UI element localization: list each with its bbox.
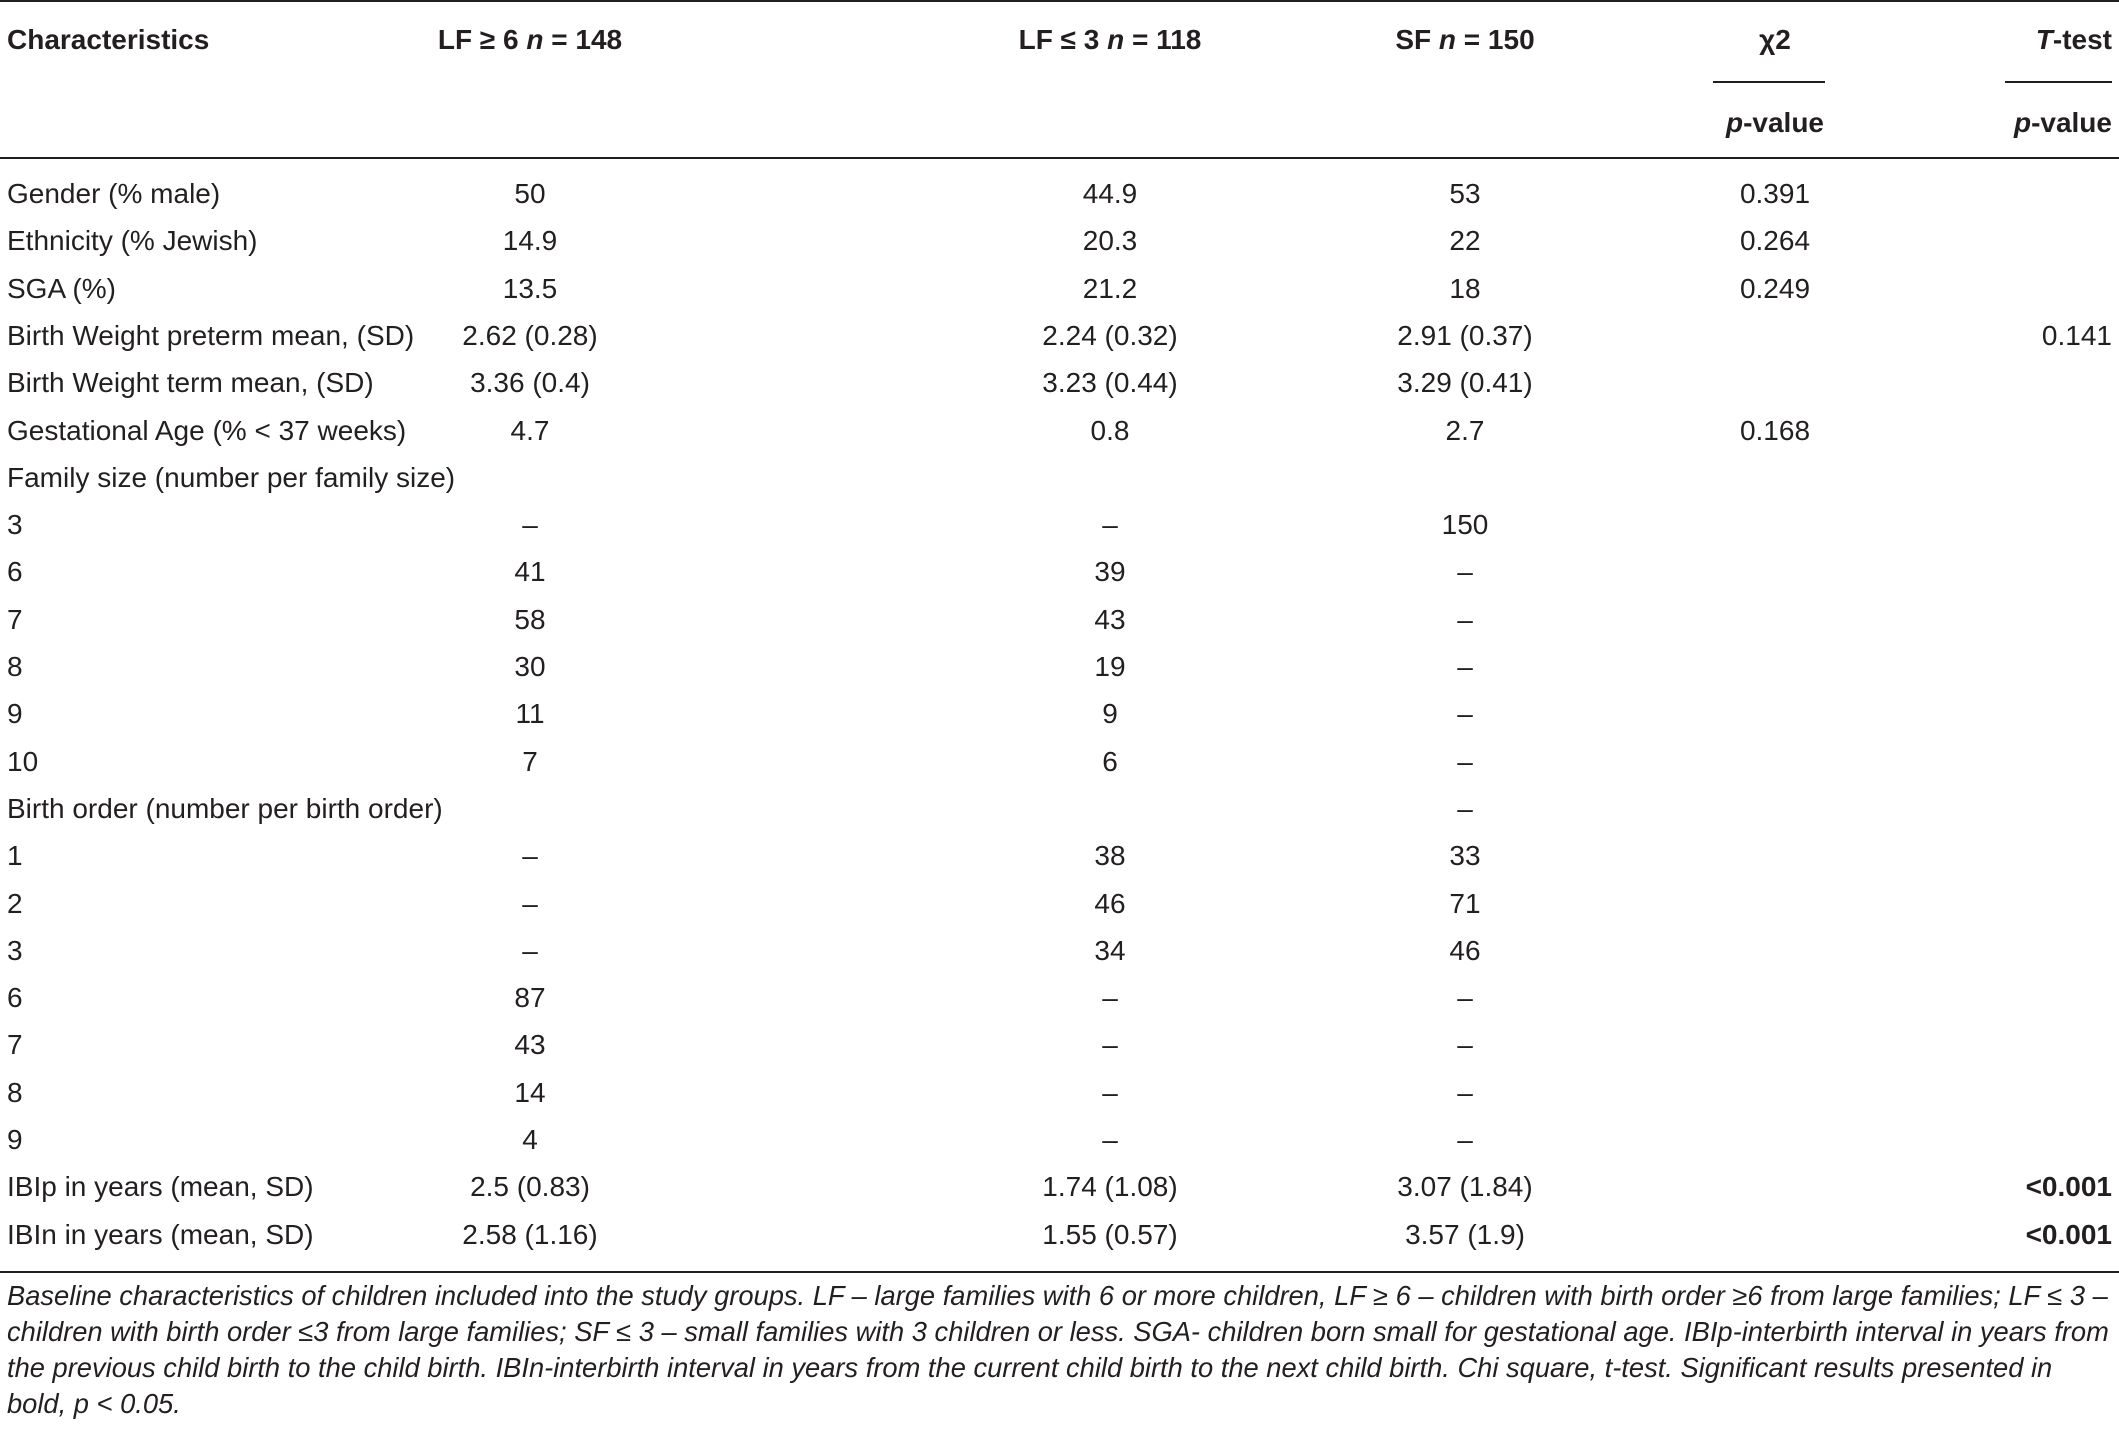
lf3-value: 20.3	[1082, 225, 1138, 257]
lf3-value: 9	[1102, 698, 1118, 730]
lf6-value: 7	[522, 745, 538, 777]
ttest-pvalue: <0.001	[2025, 1218, 2112, 1250]
row-label: 2	[7, 887, 23, 919]
row-label: 3	[7, 509, 23, 541]
ttest-pvalue: 0.141	[2041, 319, 2112, 351]
lf3-value: –	[1102, 1076, 1118, 1108]
header-lf3-n: n	[1107, 24, 1125, 55]
lf6-value: 43	[514, 1029, 546, 1061]
lf6-value: 3.36 (0.4)	[470, 367, 590, 399]
sf-value: 71	[1449, 887, 1481, 919]
header-ttest	[2036, 24, 2112, 56]
table-row	[0, 785, 2119, 832]
sf-value: 150	[1441, 509, 1489, 541]
lf3-value: 3.23 (0.44)	[1042, 367, 1178, 399]
row-label: IBIp in years (mean, SD)	[7, 1171, 314, 1203]
sf-value: –	[1457, 603, 1473, 635]
lf6-value: 87	[514, 982, 546, 1014]
lf6-value: –	[522, 840, 538, 872]
row-label: 8	[7, 651, 23, 682]
row-label: 1	[7, 840, 23, 872]
table-row	[0, 738, 2119, 785]
lf3-value: 2.24 (0.32)	[1042, 319, 1178, 351]
chi2-p-rest: -value	[1743, 107, 1825, 138]
table-row	[0, 454, 2119, 501]
table-row	[0, 596, 2119, 643]
lf6-value: 4.7	[510, 414, 550, 446]
lf3-value: 19	[1094, 651, 1126, 682]
sf-value: –	[1457, 792, 1473, 824]
header-sf-n: n	[1438, 24, 1457, 55]
lf6-value: 14.9	[502, 225, 558, 257]
chi2-pvalue: 0.391	[1739, 178, 1811, 209]
lf6-value: 13.5	[502, 272, 558, 304]
header-chi2: χ2	[1759, 24, 1791, 55]
lf6-value: –	[522, 509, 538, 541]
row-label: 9	[7, 1124, 23, 1155]
ttest-rest: -test	[2052, 24, 2112, 55]
chi2-p-letter: p	[1725, 107, 1744, 138]
header-lf3-count: = 118	[1132, 24, 1202, 55]
ttest-pvalue: <0.001	[2025, 1171, 2112, 1203]
row-label: 7	[7, 1029, 23, 1061]
table-row	[0, 690, 2119, 737]
row-label: Gestational Age (% < 37 weeks)	[7, 414, 407, 446]
header-lf6	[330, 24, 730, 56]
row-label: IBIn in years (mean, SD)	[7, 1218, 314, 1250]
lf3-value: 38	[1094, 840, 1126, 872]
table-row	[0, 1021, 2119, 1068]
table-row	[0, 501, 2119, 548]
lf3-value: 39	[1094, 556, 1126, 588]
ttest-p-rest: -value	[2031, 107, 2112, 138]
header-lf6-label: LF ≥ 6	[437, 24, 519, 55]
table-row	[0, 927, 2119, 974]
chi2-rule	[1713, 81, 1825, 83]
header-lf3-label: LF ≤ 3	[1018, 24, 1100, 55]
lf6-value: 30	[514, 651, 546, 682]
sf-value: –	[1457, 745, 1473, 777]
lf3-value: 43	[1094, 603, 1126, 635]
row-label: 9	[7, 698, 23, 730]
sf-value: –	[1457, 1076, 1473, 1108]
row-label: Birth order (number per birth order)	[7, 792, 443, 824]
sf-value: 3.57 (1.9)	[1405, 1218, 1525, 1250]
lf6-value: 2.58 (1.16)	[462, 1218, 598, 1250]
lf6-value: 41	[514, 556, 546, 588]
lf6-value: 50	[514, 178, 546, 209]
row-label: 3	[7, 934, 23, 966]
table-row	[0, 265, 2119, 312]
row-label: Birth Weight preterm mean, (SD)	[7, 319, 415, 351]
table-row	[0, 407, 2119, 454]
table-row	[0, 170, 2119, 217]
header-chi2-pvalue	[1625, 107, 1925, 139]
row-label: 10	[7, 745, 39, 777]
lf6-value: 4	[522, 1124, 538, 1155]
lf3-value: –	[1102, 1029, 1118, 1061]
lf6-value: –	[522, 934, 538, 966]
sf-value: –	[1457, 1124, 1473, 1155]
sf-value: 2.7	[1445, 414, 1485, 446]
lf6-value: 11	[515, 698, 545, 730]
row-label: Ethnicity (% Jewish)	[7, 225, 258, 257]
top-rule	[0, 0, 2119, 2]
header-rule	[0, 157, 2119, 159]
chi2-pvalue: 0.264	[1739, 225, 1811, 257]
lf6-value: 14	[514, 1076, 546, 1108]
lf3-value: –	[1102, 1124, 1118, 1155]
row-label: 8	[7, 1076, 23, 1108]
header-lf6-count: = 148	[551, 24, 623, 55]
ttest-rule	[2005, 81, 2112, 83]
sf-value: –	[1457, 698, 1473, 730]
row-label: 6	[7, 982, 23, 1014]
ttest-t-letter: T	[2035, 24, 2053, 55]
chi2-pvalue: 0.249	[1739, 272, 1811, 304]
lf3-value: 44.9	[1082, 178, 1138, 209]
lf3-value: –	[1102, 509, 1118, 541]
sf-value: 18	[1449, 272, 1481, 304]
row-label: Family size (number per family size)	[7, 461, 456, 493]
lf3-value: 0.8	[1090, 414, 1130, 446]
lf3-value: 1.74 (1.08)	[1042, 1171, 1178, 1203]
row-label: SGA (%)	[7, 272, 116, 304]
table-row	[0, 643, 2119, 690]
table-row	[0, 312, 2119, 359]
lf3-value: –	[1102, 982, 1118, 1014]
header-characteristics: Characteristics	[7, 24, 210, 55]
sf-value: –	[1457, 651, 1473, 682]
lf6-value: –	[522, 887, 538, 919]
bottom-rule	[0, 1271, 2119, 1273]
lf3-value: 6	[1102, 745, 1118, 777]
header-sf	[1265, 24, 1665, 56]
sf-value: 53	[1449, 178, 1481, 209]
row-label: Gender (% male)	[7, 178, 221, 209]
lf3-value: 46	[1094, 887, 1126, 919]
header-ttest-pvalue	[2014, 107, 2112, 139]
header-sf-count: = 150	[1463, 24, 1535, 55]
sf-value: 3.07 (1.84)	[1397, 1171, 1533, 1203]
header-lf3	[910, 24, 1310, 56]
header-sf-label: SF	[1395, 24, 1432, 55]
lf6-value: 2.5 (0.83)	[470, 1171, 590, 1203]
row-label: Birth Weight term mean, (SD)	[7, 367, 374, 399]
sf-value: 33	[1449, 840, 1481, 872]
sf-value: 46	[1449, 934, 1481, 966]
sf-value: 3.29 (0.41)	[1397, 367, 1533, 399]
lf6-value: 58	[514, 603, 546, 635]
table-row	[0, 1163, 2119, 1210]
table-row	[0, 880, 2119, 927]
table-row	[0, 1211, 2119, 1258]
chi2-pvalue: 0.168	[1739, 414, 1811, 446]
row-label: 7	[7, 603, 23, 635]
lf3-value: 1.55 (0.57)	[1042, 1218, 1178, 1250]
table-row	[0, 832, 2119, 879]
sf-value: 2.91 (0.37)	[1397, 319, 1533, 351]
table-row	[0, 217, 2119, 264]
sf-value: –	[1457, 556, 1473, 588]
table-row	[0, 548, 2119, 595]
table-row	[0, 1116, 2119, 1163]
table-caption: Baseline characteristics of children included into the study groups. LF – large families with 6 or more children, LF ≥ 6 – children with birth order ≥6 from large families; LF ≤ 3 – children with birth order ≤3 from large families; SF ≤ 3 – small families with 3 children or less. SGA- children born small for gestational age. IBIp-interbirth interval in years from the previous child birth to the child birth. IBIn-interbirth interval in years from the current child birth to the next child birth. Chi square, t-test. Significant results presented in bold, p < 0.05.	[7, 1280, 2109, 1419]
lf6-value: 2.62 (0.28)	[462, 319, 598, 351]
sf-value: 22	[1449, 225, 1481, 257]
row-label: 6	[7, 556, 23, 588]
table-row	[0, 1069, 2119, 1116]
sf-value: –	[1457, 1029, 1473, 1061]
lf3-value: 21.2	[1082, 272, 1138, 304]
table-row	[0, 974, 2119, 1021]
sf-value: –	[1457, 982, 1473, 1014]
header-lf6-n: n	[526, 24, 544, 55]
lf3-value: 34	[1094, 934, 1126, 966]
table-row	[0, 359, 2119, 406]
ttest-p-letter: p	[2013, 107, 2032, 138]
